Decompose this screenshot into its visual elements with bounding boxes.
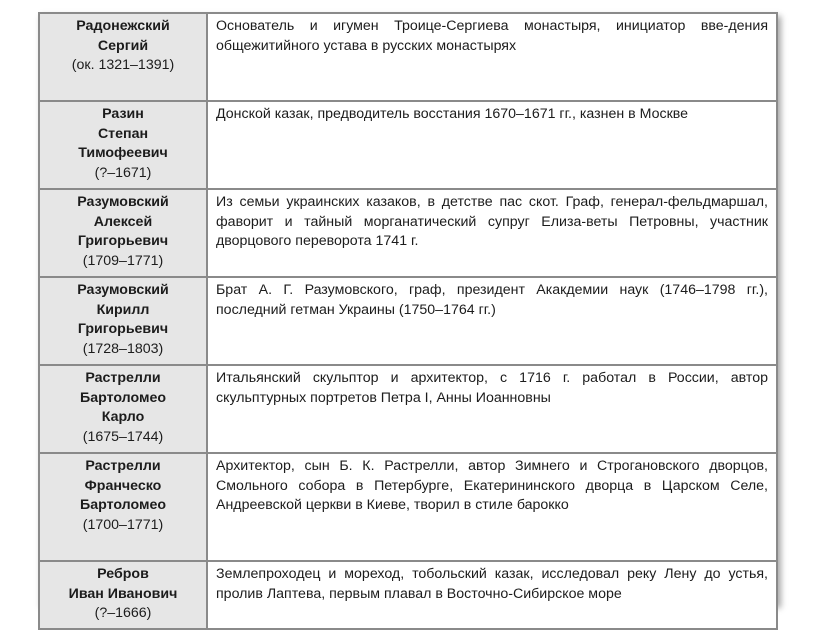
person-name-line: Растрелли: [85, 458, 161, 474]
table-row: [39, 561, 777, 629]
table-row: [39, 13, 777, 101]
person-years: (1700–1771): [82, 516, 164, 533]
person-name-line: Разумовский: [77, 194, 169, 210]
table-row: [39, 277, 777, 365]
table-row: [39, 189, 777, 277]
person-name-line: Ребров: [97, 566, 149, 582]
person-description: Итальянский скульптор и архитектор, с 1716 г. работал в России, автор скульптурных портретов Петра I, Анны Иоанновны: [207, 365, 777, 453]
person-name-line: Сергий: [97, 37, 149, 54]
person-name-cell: [39, 13, 207, 101]
table-row: [39, 365, 777, 453]
person-name-line: Бартоломео: [80, 389, 166, 406]
person-name-cell: [39, 453, 207, 561]
person-years: (ок. 1321–1391): [71, 57, 175, 73]
person-description: Донской казак, предводитель восстания 1670–1671 гг., казнен в Москве: [207, 101, 777, 189]
person-description: Землепроходец и мореход, тобольский казак, исследовал реку Лену до устья, пролив Лаптева, первым плавал в Восточно-Сибирское море: [207, 561, 777, 629]
person-description: Брат А. Г. Разумовского, граф, президент Акакдемии наук (1746–1798 гг.), последний гетман Украины (1750–1764 гг.): [207, 277, 777, 365]
person-name-line: Франческо: [84, 477, 162, 494]
person-name-line: Разумовский: [77, 282, 169, 298]
person-name-cell: [39, 101, 207, 189]
person-description: Основатель и игумен Троице-Сергиева монастыря, инициатор вве-дения общежитийного устава в русских монастырях: [207, 13, 777, 101]
person-years: (1675–1744): [82, 428, 164, 445]
table-row: [39, 453, 777, 561]
person-name-line: Разин: [102, 106, 144, 122]
person-description: Архитектор, сын Б. К. Растрелли, автор Зимнего и Строгановского дворцов, Смольного собора в Петербурге, Екатерининского дворца в Царском Селе, Андреевской церкви в Киеве, творил в стиле барокко: [207, 453, 777, 561]
person-years: (1728–1803): [82, 340, 164, 357]
person-name-cell: [39, 277, 207, 365]
person-name-line: Тимофеевич: [78, 145, 168, 161]
person-years: (?–1671): [94, 164, 152, 181]
person-name-line: Растрелли: [85, 370, 161, 386]
person-name-line: Григорьевич: [77, 321, 169, 337]
person-name-line: Бартоломео: [80, 497, 166, 513]
table-row: [39, 101, 777, 189]
person-years: (1709–1771): [82, 252, 164, 269]
person-name-line: Степан: [97, 125, 149, 142]
person-name-line: Алексей: [93, 213, 153, 230]
biography-table: [38, 12, 778, 630]
person-name-line: Кирилл: [96, 301, 150, 318]
person-name-cell: [39, 365, 207, 453]
person-name-line: Карло: [101, 409, 145, 425]
person-name-line: Иван Иванович: [68, 585, 178, 602]
document-page: [38, 12, 778, 621]
person-name-cell: [39, 561, 207, 629]
person-name-cell: [39, 189, 207, 277]
person-years: (?–1666): [94, 605, 152, 621]
person-description: Из семьи украинских казаков, в детстве пас скот. Граф, генерал-фельдмаршал, фаворит и тайный морганатический супруг Елиза-веты Петровны, участник дворцового переворота 1741 г.: [207, 189, 777, 277]
person-name-line: Григорьевич: [77, 233, 169, 249]
person-name-line: Радонежский: [76, 18, 170, 34]
